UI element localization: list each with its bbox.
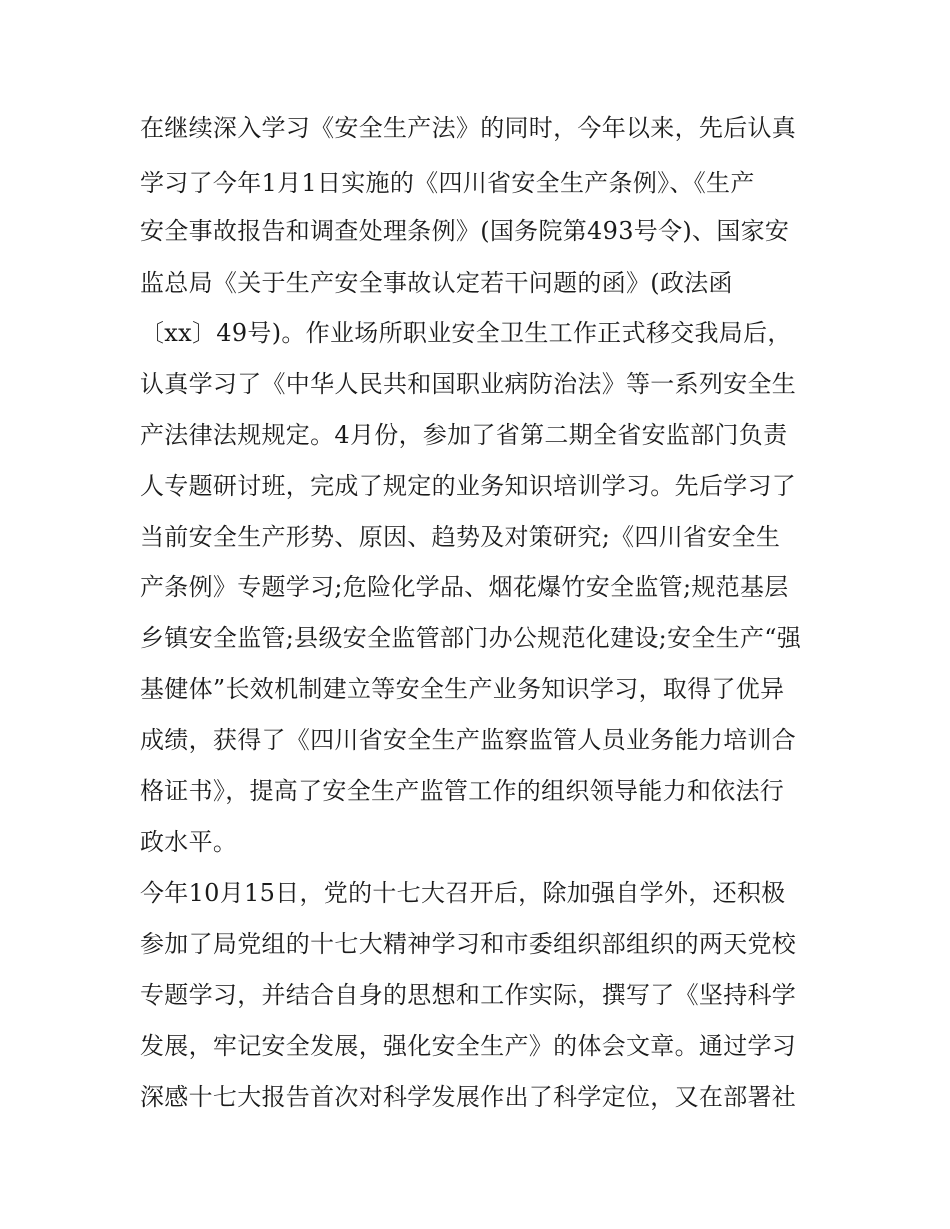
text-line: 成绩，获得了《四川省安全生产监察监管人员业务能力培训合	[140, 726, 797, 754]
text-line: 今年10月15日，党的十七大召开后，除加强自学外，还积极	[140, 879, 786, 907]
text-line: 基健体”长效机制建立等安全生产业务知识学习，取得了优异	[140, 675, 785, 703]
text-line: 当前安全生产形势、原因、趋势及对策研究;《四川省安全生	[140, 523, 781, 551]
text-line: 政水平。	[140, 828, 238, 856]
text-line: 〔xx〕49号)。作业场所职业安全卫生工作正式移交我局后，	[140, 319, 792, 347]
text-line: 学习了今年1月1日实施的《四川省安全生产条例》、《生产	[140, 169, 755, 197]
text-line: 认真学习了《中华人民共和国职业病防治法》等一系列安全生	[140, 370, 797, 398]
text-line: 格证书》，提高了安全生产监管工作的组织领导能力和依法行	[140, 777, 785, 805]
text-line: 人专题研讨班，完成了规定的业务知识培训学习。先后学习了	[140, 472, 797, 500]
text-line: 发展，牢记安全发展，强化安全生产》的体会文章。通过学习	[140, 1032, 797, 1060]
text-line: 深感十七大报告首次对科学发展作出了科学定位，又在部署社	[140, 1083, 797, 1111]
text-line: 在继续深入学习《安全生产法》的同时，今年以来，先后认真	[140, 114, 797, 142]
text-line: 产法律法规规定。4月份，参加了省第二期全省安监部门负责	[140, 421, 788, 449]
text-line: 安全事故报告和调查处理条例》(国务院第493号令)、国家安	[140, 217, 790, 245]
text-line: 参加了局党组的十七大精神学习和市委组织部组织的两天党校	[140, 930, 797, 958]
text-line: 专题学习，并结合自身的思想和工作实际，撰写了《坚持科学	[140, 981, 797, 1009]
text-line: 监总局《关于生产安全事故认定若干问题的函》(政法函	[140, 269, 733, 297]
text-line: 乡镇安全监管;县级安全监管部门办公规范化建设;安全生产“强	[140, 624, 802, 652]
text-line: 产条例》专题学习;危险化学品、烟花爆竹安全监管;规范基层	[140, 573, 789, 601]
